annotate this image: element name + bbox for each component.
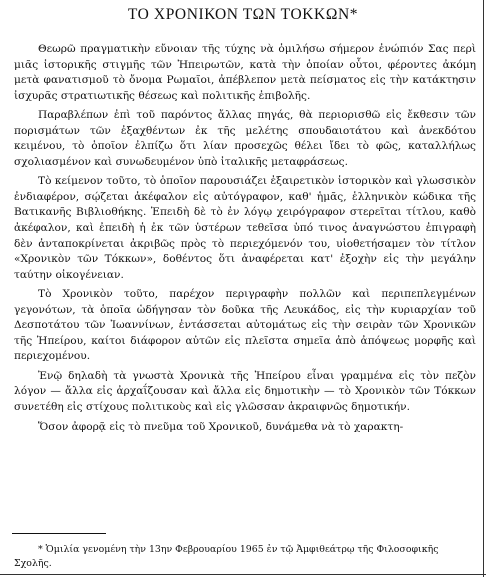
paragraph-1: Θεωρῶ πραγματικὴν εὔνοιαν τῆς τύχης νὰ ὁμιλήσω σήμερον ἐνώπιόν Σας περὶ μιᾶς ἱστορικῆς στιγμῆς τῶν Ἠπειρωτῶν, κατὰ τὴν ὁποίαν οὗτοι, φέροντες ἀκόμη μετὰ φανατισμοῦ τὸ ὄνομα Ρωμαῖοι, ἀπέβλεπον μετὰ πείσματος εἰς τὴν κατάκτησιν ἰσχυρᾶς στρατιωτικῆς θέσεως καὶ πολιτικῆς ἐπιβολῆς.	[14, 43, 476, 102]
paragraph-6: Ὅσον ἀφορᾷ εἰς τὸ πνεῦμα τοῦ Χρονικοῦ, δυνάμεθα νὰ τὸ χαρακτη-	[38, 420, 404, 433]
page-edge-bottom	[0, 574, 486, 575]
paragraph-4: Τὸ Χρονικὸν τοῦτο, παρέχον περιγραφὴν πολλῶν καὶ περιπεπλεγμένων γεγονότων, τὰ ὁποῖα ὡδήγησαν τὸν δοῦκα τῆς Λευκάδος, εἰς τὴν κυριαρχίαν τοῦ Δεσποτάτου τῶν Ἰωαννίνων, ἐντάσσεται αὐτομάτως εἰς τὴν σειρὰν τῶν Χρονικῶν τῆς Ἠπείρου, καίτοι διάφορον αὐτῶν εἰς πλεῖστα σημεῖα ἀπὸ ἀπόψεως μορφῆς καὶ περιεχομένου.	[14, 288, 476, 363]
footnote-divider	[12, 533, 106, 534]
paragraph-3: Τὸ κείμενον τοῦτο, τὸ ὁποῖον παρουσιάζει ἐξαιρετικὸν ἱστορικὸν καὶ γλωσσικὸν ἐνδιαφέρον, σῴζεται ἀκέφαλον εἰς αὐτόγραφον, καθ' ἡμᾶς, ἑλληνικὸν κώδικα τῆς Βατικανῆς Βιβλιοθήκης. Ἐπειδὴ δὲ τὸ ἐν λόγῳ χειρόγραφον στερεῖται τίτλου, καθὸ ἀκέφαλον, καὶ ἐπειδὴ ἡ ἐκ τῶν ὑστέρων τεθεῖσα ὑπό τινος ἀναγνώστου ἐπιγραφὴ δὲν ἀνταποκρίνεται ἀκριβῶς πρὸς τὸ περιεχόμενόν του, υἱοθετήσαμεν τὸν τίτλον «Χρονικὸν τῶν Τόκκων», δοθέντος ὅτι ἀναφέρεται κατ' ἐξοχὴν εἰς τὴν μεγάλην ταύτην οἰκογένειαν.	[14, 175, 476, 281]
footnote: * Ὁμιλία γενομένη τὴν 13ην Φεβρουαρίου 1965 ἐν τῷ Ἀμφιθεάτρῳ τῆς Φιλοσοφικῆς Σχολῆς.	[14, 544, 439, 569]
paragraph-5: Ἐνῷ δηλαδὴ τὰ γνωστὰ Χρονικὰ τῆς Ἠπείρου εἶναι γραμμένα εἰς τὸν πεζὸν λόγον — ἄλλα εἰς ἀρχαΐζουσαν καὶ ἄλλα εἰς δημοτικὴν — τὸ Χρονικὸν τῶν Τόκκων συνετέθη εἰς στίχους πολιτικοὺς καὶ εἰς γλῶσσαν ἀκραιφνῶς δημοτικήν.	[14, 369, 476, 414]
page-title: ΤΟ ΧΡΟΝΙΚΟΝ ΤΩΝ ΤΟΚΚΩΝ*	[127, 6, 359, 23]
paragraph-2: Παραβλέπων ἐπὶ τοῦ παρόντος ἄλλας πηγάς, θὰ περιορισθῶ εἰς ἔκθεσιν τῶν πορισμάτων τῶν ἐξαχθέντων ἐκ τῆς μελέτης σπουδαιοτάτου καὶ ἀνεκδότου κειμένου, τὸ ὁποῖον ἐλπίζω ὅτι λίαν προσεχῶς θέλει ἴδει τὸ φῶς, καταλλήλως σχολιασμένον καὶ συνωδευμένον ὑπὸ ἰταλικῆς μεταφράσεως.	[14, 109, 476, 168]
body-text	[14, 42, 476, 439]
page-edge-right	[483, 0, 484, 577]
